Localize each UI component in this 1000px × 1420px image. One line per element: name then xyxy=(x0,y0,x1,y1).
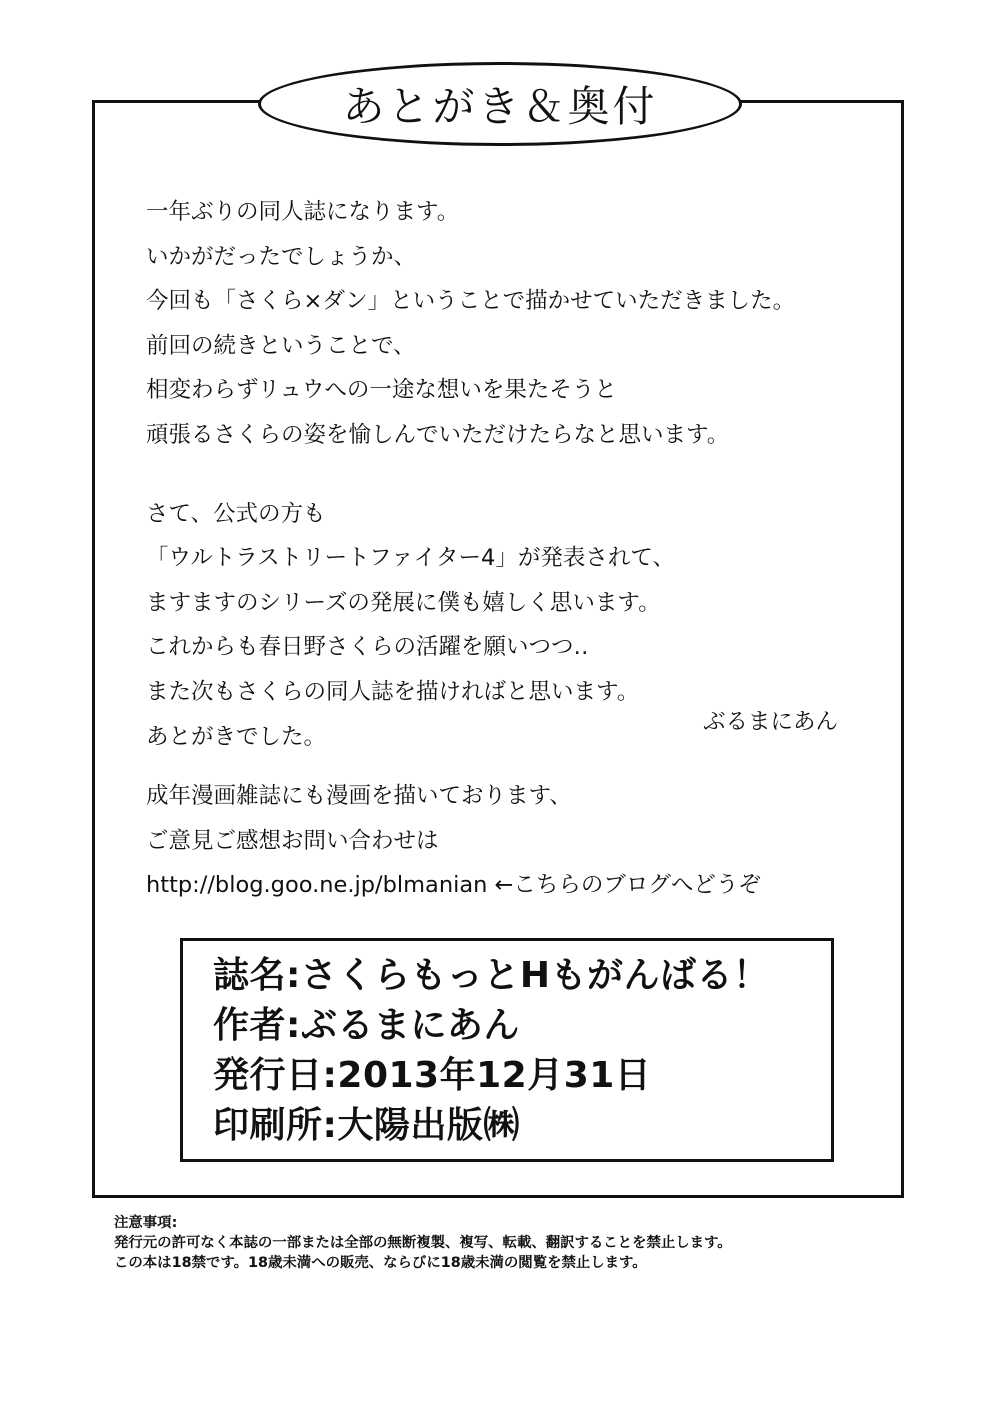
colophon-title: 誌名:さくらもっとHもがんばる！ xyxy=(213,955,770,996)
afterword-line: さて、公式の方も xyxy=(146,500,326,527)
colophon-printer: 印刷所:大陽出版㈱ xyxy=(213,1105,520,1146)
notice-heading: 注意事項: xyxy=(114,1215,178,1231)
afterword-line: これからも春日野さくらの活躍を願いつつ‥ xyxy=(146,634,589,661)
afterword-line: ますますのシリーズの発展に僕も嬉しく思います。 xyxy=(146,589,661,616)
title-oval xyxy=(258,62,742,146)
afterword-line: 「ウルトラストリートファイター4」が発表されて、 xyxy=(146,545,675,572)
colophon-author: 作者:ぶるまにあん xyxy=(213,1005,520,1046)
contact-line: ご意見ご感想お問い合わせは xyxy=(146,827,439,854)
paragraph-gap xyxy=(146,458,886,492)
notice-line: この本は18禁です。18歳未満への販売、ならびに18歳未満の閲覧を禁止します。 xyxy=(114,1255,647,1271)
notice-line: 発行元の許可なく本誌の一部または全部の無断複製、複写、転載、翻訳することを禁止します。 xyxy=(114,1235,732,1251)
afterword-line: あとがきでした。 xyxy=(146,723,327,750)
afterword-line: 相変わらずリュウへの一途な想いを果たそうと xyxy=(146,377,617,404)
contact-text xyxy=(146,774,886,908)
colophon-box xyxy=(180,938,834,1162)
afterword-line: また次もさくらの同人誌を描ければと思います。 xyxy=(146,678,640,705)
afterword-line: いかがだったでしょうか、 xyxy=(146,243,417,270)
afterword-line: 頑張るさくらの姿を愉しんでいただけたらなと思います。 xyxy=(146,421,730,448)
afterword-line: 一年ぶりの同人誌になります。 xyxy=(146,199,460,225)
blog-url-line[interactable]: http://blog.goo.ne.jp/blmanian ←こちらのブログへどうぞ xyxy=(146,872,761,899)
colophon-date: 発行日:2013年12月31日 xyxy=(213,1055,652,1096)
page-title: あとがき＆奥付 xyxy=(342,82,658,131)
afterword-text xyxy=(146,190,886,759)
afterword-line: 前回の続きということで、 xyxy=(146,332,416,359)
contact-line: 成年漫画雑誌にも漫画を描いております、 xyxy=(146,783,572,809)
afterword-line: 今回も「さくら×ダン」ということで描かせていただきました。 xyxy=(146,288,796,315)
notice-section xyxy=(114,1213,934,1273)
author-signature: ぶるまにあん xyxy=(702,709,838,735)
